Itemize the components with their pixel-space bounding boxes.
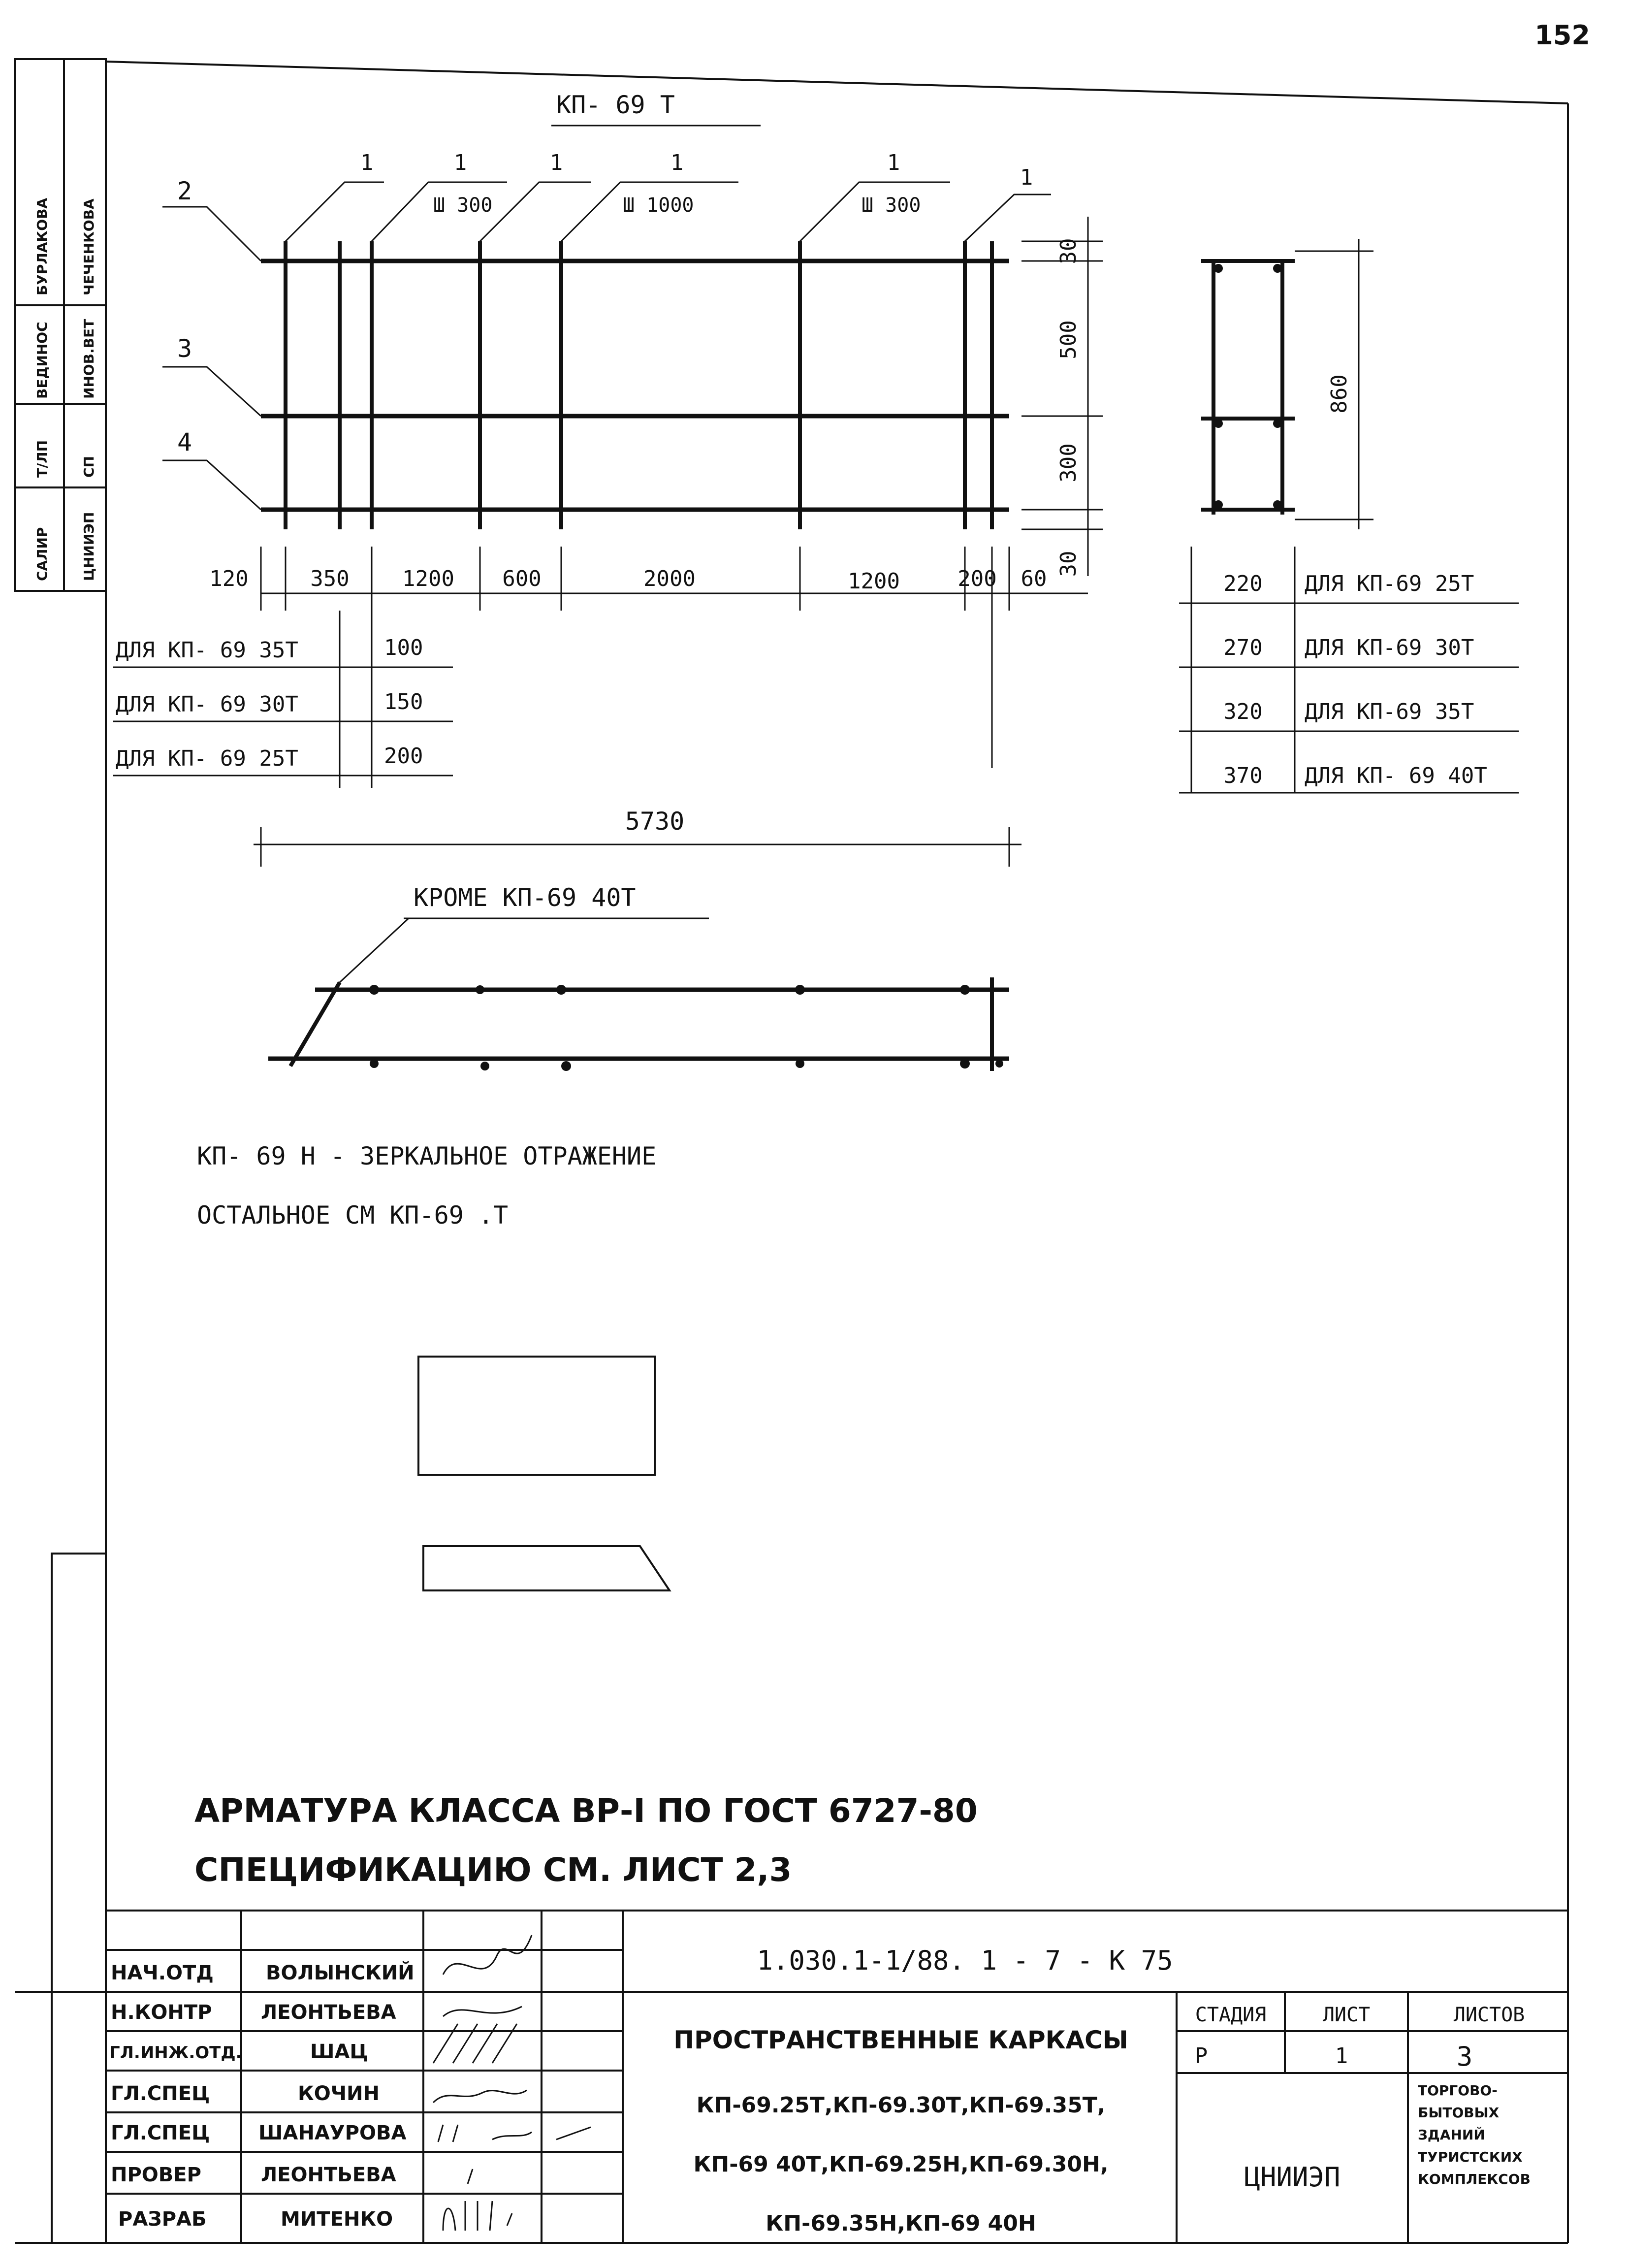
- document-code: 1.030.1-1/88. 1 - 7 - К 75: [757, 1945, 1173, 1976]
- except-note: КРОМЕ КП-69 40Т: [414, 883, 636, 912]
- dimension: 600: [502, 566, 542, 591]
- dimension: 60: [1021, 566, 1047, 591]
- dimension: 500: [1056, 320, 1081, 359]
- total-length: 5730: [625, 807, 685, 836]
- page-number: 152: [1534, 20, 1590, 51]
- title-block: [15, 1911, 1568, 2243]
- drawing-name: ПРОСТРАНСТВЕННЫЕ КАРКАСЫ: [673, 2026, 1128, 2054]
- position-mark: 1: [360, 150, 374, 175]
- variant-value: 200: [384, 744, 423, 769]
- position-mark: 1: [887, 150, 900, 175]
- variant-value: 100: [384, 635, 423, 660]
- drawing-name-line: КП-69.35Н,КП-69 40Н: [766, 2211, 1036, 2236]
- variant-label: ДЛЯ КП- 69 35Т: [116, 638, 298, 663]
- variant-value: 370: [1223, 763, 1263, 788]
- dimension: 30: [1056, 238, 1081, 264]
- drawing-name-line: КП-69.25Т,КП-69.30Т,КП-69.35Т,: [696, 2093, 1106, 2118]
- legend-rectangle: [418, 1357, 655, 1475]
- side-stamp-cell: Т/ЛП: [34, 440, 50, 478]
- role-label: ГЛ.СПЕЦ: [111, 2082, 210, 2105]
- role-label: РАЗРАБ: [118, 2208, 207, 2231]
- sheets-header: ЛИСТОВ: [1453, 2004, 1525, 2026]
- role-name: ВОЛЫНСКИЙ: [266, 1962, 415, 1984]
- rod-mark: 2: [177, 177, 192, 205]
- rod-section: [1214, 500, 1223, 509]
- cage-elevation: [113, 91, 1103, 867]
- organization-sub: ТОРГОВО-: [1418, 2082, 1498, 2099]
- rebar-class-note: АРМАТУРА КЛАССА ВР-I ПО ГОСТ 6727-80: [194, 1792, 978, 1830]
- dimension: 200: [958, 566, 997, 591]
- drawing-name-line: КП-69 40Т,КП-69.25Н,КП-69.30Н,: [693, 2152, 1109, 2177]
- rod-section: [1273, 264, 1282, 273]
- organization-sub: ТУРИСТСКИХ: [1418, 2149, 1523, 2165]
- role-name: ШАЦ: [310, 2041, 368, 2063]
- role-label: Н.КОНТР: [111, 2001, 212, 2024]
- rod-section: [1273, 500, 1282, 509]
- rod-section: [1214, 419, 1223, 428]
- cage-section: [1179, 239, 1519, 793]
- side-stamp-cell: ЧЕЧЕНКОВА: [81, 198, 97, 295]
- sheets-value: 3: [1456, 2041, 1473, 2072]
- side-stamp: [15, 59, 106, 2243]
- cage-plan: [268, 883, 1009, 1071]
- rod-section: [1214, 264, 1223, 273]
- rod-section: [1273, 419, 1282, 428]
- variant-label: ДЛЯ КП-69 25Т: [1305, 571, 1474, 596]
- position-mark: 1: [670, 150, 684, 175]
- side-stamp-cell: БУРЛАКОВА: [34, 197, 50, 295]
- role-name: МИТЕНКО: [281, 2208, 393, 2231]
- dimension: 1200: [848, 569, 900, 594]
- variant-label: ДЛЯ КП- 69 25Т: [116, 746, 298, 771]
- variant-label: ДЛЯ КП- 69 30Т: [116, 692, 298, 717]
- role-label: ПРОВЕР: [111, 2164, 201, 2186]
- position-mark: 1: [549, 150, 563, 175]
- section-height: 860: [1327, 374, 1352, 414]
- role-name: КОЧИН: [298, 2082, 380, 2105]
- sheet-header: ЛИСТ: [1322, 2004, 1371, 2026]
- rod-mark: 4: [177, 428, 192, 456]
- rest-note: ОСТАЛЬНОЕ СМ КП-69 .Т: [197, 1201, 509, 1230]
- role-name: ЛЕОНТЬЕВА: [261, 2001, 396, 2024]
- rod-mark: 3: [177, 334, 192, 363]
- variant-value: 150: [384, 689, 423, 714]
- spec-note: СПЕЦИФИКАЦИЮ СМ. ЛИСТ 2,3: [194, 1851, 792, 1889]
- variant-value: 220: [1223, 571, 1263, 596]
- step-label: Ш 300: [433, 194, 493, 217]
- dimension: 2000: [643, 566, 696, 591]
- drawing-title: КП- 69 Т: [556, 91, 675, 119]
- side-stamp-cell: СП: [81, 456, 97, 478]
- sheet-value: 1: [1335, 2043, 1348, 2069]
- stage-header: СТАДИЯ: [1195, 2004, 1267, 2026]
- dimension: 30: [1056, 551, 1081, 577]
- position-mark: 1: [453, 150, 467, 175]
- role-label: НАЧ.ОТД: [111, 1962, 214, 1984]
- dimension: 1200: [402, 566, 454, 591]
- legend-parallelogram: [423, 1546, 670, 1590]
- dimension: 120: [209, 566, 249, 591]
- step-label: Ш 1000: [623, 194, 694, 217]
- role-name: ЛЕОНТЬЕВА: [261, 2164, 396, 2186]
- side-stamp-cell: ИНОВ.ВЕТ: [81, 319, 97, 399]
- role-name: ШАНАУРОВА: [258, 2122, 407, 2144]
- variant-value: 270: [1223, 635, 1263, 660]
- organization-sub: КОМПЛЕКСОВ: [1418, 2171, 1531, 2187]
- variant-label: ДЛЯ КП- 69 40Т: [1305, 763, 1487, 788]
- organization-sub: ЗДАНИЙ: [1418, 2127, 1485, 2143]
- variant-label: ДЛЯ КП-69 35Т: [1305, 699, 1474, 724]
- variant-value: 320: [1223, 699, 1263, 724]
- role-label: ГЛ.ИНЖ.ОТД.: [109, 2043, 242, 2063]
- organization-sub: БЫТОВЫХ: [1418, 2105, 1500, 2121]
- step-label: Ш 300: [862, 194, 921, 217]
- role-label: ГЛ.СПЕЦ: [111, 2122, 210, 2144]
- signatures: [433, 1935, 591, 2231]
- side-stamp-cell: САЛИР: [34, 527, 50, 581]
- mirror-note: КП- 69 Н - ЗЕРКАЛЬНОЕ ОТРАЖЕНИЕ: [197, 1142, 657, 1170]
- dimension: 350: [310, 566, 350, 591]
- stage-value: Р: [1194, 2043, 1208, 2069]
- variant-label: ДЛЯ КП-69 30Т: [1305, 635, 1474, 660]
- position-mark: 1: [1020, 165, 1033, 190]
- organization: ЦНИИЭП: [1244, 2162, 1341, 2193]
- side-stamp-cell: ЦНИИЭП: [81, 512, 97, 581]
- dimension: 300: [1056, 443, 1081, 483]
- side-stamp-cell: ВЕДИНОС: [34, 322, 50, 399]
